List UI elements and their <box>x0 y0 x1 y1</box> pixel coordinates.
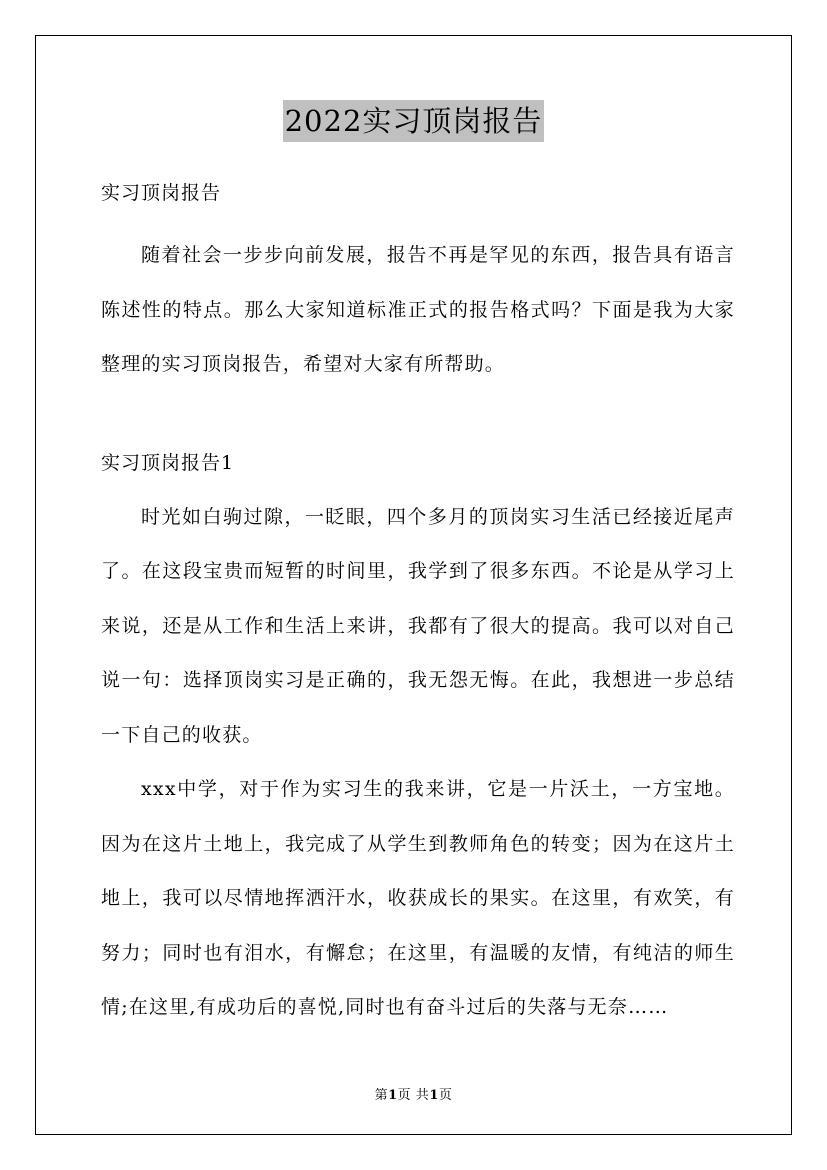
intro-heading: 实习顶岗报告 <box>101 182 222 204</box>
section1-paragraph-2: xxx中学，对于作为实习生的我来讲，它是一片沃土，一方宝地。因为在这片土地上，我完成了从学生到教师角色的转变；因为在这片土地上，我可以尽情地挥洒汗水，收获成长的果实。在这里，有欢笑，有努力；同时也有泪水，有懈怠；在这里，有温暖的友情，有纯洁的师生情;在这里,有成功后的喜悦,同时也有奋斗过后的失落与无奈…… <box>101 778 735 1018</box>
footer-current-page: 1 <box>388 1088 398 1103</box>
page-footer <box>0 1084 827 1103</box>
footer-total-pages: 1 <box>429 1088 439 1103</box>
title-container <box>0 100 827 142</box>
footer-prefix: 第 <box>374 1088 389 1103</box>
section1-heading: 实习顶岗报告1 <box>101 451 235 474</box>
intro-paragraph: 随着社会一步步向前发展，报告不再是罕见的东西，报告具有语言陈述性的特点。那么大家知道标准正式的报告格式吗？下面是我为大家整理的实习顶岗报告，希望对大家有所帮助。 <box>101 244 735 375</box>
document-body <box>101 176 735 1035</box>
section1-paragraph-1: 时光如白驹过隙，一眨眼，四个多月的顶岗实习生活已经接近尾声了。在这段宝贵而短暂的时间里，我学到了很多东西。不论是从学习上来说，还是从工作和生活上来讲，我都有了很大的提高。我可以对自己说一句：选择顶岗实习是正确的，我无怨无悔。在此，我想进一步总结一下自己的收获。 <box>101 505 735 746</box>
footer-suffix: 页 <box>438 1088 453 1103</box>
footer-mid: 页 共 <box>397 1088 430 1103</box>
document-title: 2022实习顶岗报告 <box>283 100 545 142</box>
